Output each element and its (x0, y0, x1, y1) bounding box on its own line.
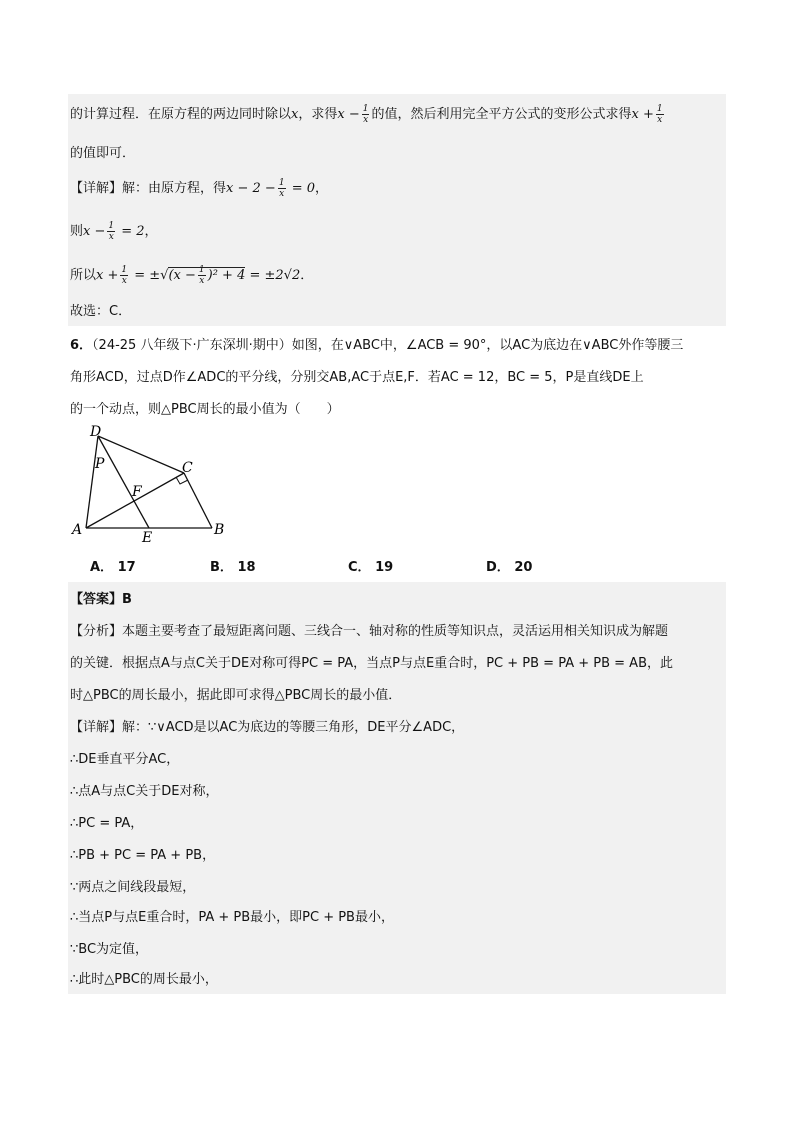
fraction-1-over-x: $\frac{1}{x}$ (656, 104, 663, 125)
geometry-figure (68, 424, 228, 544)
analysis-line-a: 【分析】本题主要考查了最短距离问题、三线合一、轴对称的性质等知识点，灵活运用相关知识成为解题 (70, 624, 669, 639)
analysis-line-1: 的计算过程．在原方程的两边同时除以x，求得x − $\frac{1}{x}$ 的值，然后利用完全平方公式的变形公式求得x + $\frac{1}{x}$ (70, 104, 663, 125)
label-B: B (214, 522, 225, 538)
option-c[interactable]: C． 19 (348, 560, 394, 575)
detail-line-1: 【详解】解：由原方程，得x − 2 − $\frac{1}{x}$ = 0， (70, 178, 329, 199)
analysis-line-b: 的关键．根据点A与点C关于DE对称可得PC = PA，当点P与点E重合时，PC + PB = PA + PB = AB，此 (70, 656, 673, 671)
detail-step-8: ∴此时△PBC的周长最小， (70, 972, 218, 987)
option-d[interactable]: D． 20 (486, 560, 533, 575)
fraction-1-over-x: $\frac{1}{x}$ (362, 104, 369, 125)
sqrt-content: (x − $\frac{1}{x}$ )² + 4 (168, 265, 246, 286)
label-P: P (95, 456, 105, 472)
analysis-line-2: 的值即可． (70, 146, 136, 161)
detail-step-0: 【详解】解：∵∨ACD是以AC为底边的等腰三角形，DE平分∠ADC， (70, 720, 465, 735)
shaded-block-top (68, 94, 726, 326)
choice-line: 故选：C． (70, 304, 132, 319)
detail-step-6: ∴当点P与点E重合时，PA + PB最小，即PC + PB最小， (70, 910, 394, 925)
question-line-3: 的一个动点，则△PBC周长的最小值为（ ） (70, 402, 340, 417)
detail-step-7: ∵BC为定值， (70, 942, 149, 957)
option-a[interactable]: A． 17 (90, 560, 136, 575)
detail-step-5: ∵两点之间线段最短， (70, 880, 196, 895)
label-E: E (142, 530, 153, 544)
detail-line-3: 所以x + $\frac{1}{x}$ = ±√(x − $\frac{1}{x}$ )² + 4 = ±2√2． (70, 265, 314, 286)
label-F: F (132, 484, 142, 500)
sqrt-sign: √ (160, 268, 169, 283)
fraction-1-over-x: $\frac{1}{x}$ (121, 265, 128, 286)
analysis-line-c: 时△PBC的周长最小，据此即可求得△PBC周长的最小值． (70, 688, 402, 703)
question-line-1: 6．（24-25 八年级下·广东深圳·期中）如图，在∨ABC中，∠ACB = 90°，以AC为底边在∨ABC外作等腰三 (70, 338, 684, 353)
question-line-2: 角形ACD，过点D作∠ADC的平分线，分别交AB,AC于点E,F．若AC = 12，BC = 5，P是直线DE上 (70, 370, 644, 385)
answer-line: 【答案】B (70, 592, 132, 607)
fraction-1-over-x: $\frac{1}{x}$ (108, 221, 115, 242)
detail-step-2: ∴点A与点C关于DE对称， (70, 784, 219, 799)
label-A: A (72, 522, 83, 538)
label-C: C (182, 460, 193, 476)
option-b[interactable]: B． 18 (210, 560, 256, 575)
detail-step-3: ∴PC = PA， (70, 816, 144, 831)
fraction-1-over-x: $\frac{1}{x}$ (278, 178, 285, 199)
detail-step-1: ∴DE垂直平分AC， (70, 752, 180, 767)
detail-step-4: ∴PB + PC = PA + PB， (70, 848, 216, 863)
detail-line-2: 则x − $\frac{1}{x}$ = 2， (70, 221, 158, 242)
label-D: D (90, 424, 102, 440)
